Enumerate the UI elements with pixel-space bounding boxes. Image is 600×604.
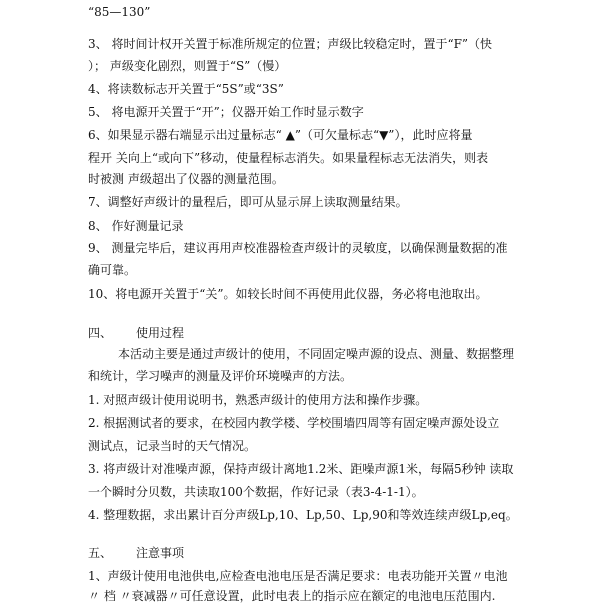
section-number: 四、 [88, 326, 113, 340]
text-line: 程开 关向上“或向下”移动，使量程标志消失。如果量程标志无法消失，则表 [88, 151, 489, 165]
list-item: 2. 根据测试者的要求，在校园内教学楼、学校围墙四周等有固定噪声源处设立 [88, 416, 500, 430]
text-line: 时被测 声级超出了仪器的测量范围。 [88, 172, 284, 186]
section-heading-5 [88, 545, 548, 561]
text-line: 6、如果显示器右端显示出过量标志“ ▲”（可欠量标志“▼”），此时应将量 [88, 128, 473, 142]
list-item: 4. 整理数据，求出累计百分声级Lp,10、Lp,50、Lp,90和等效连续声级Lp,eq。 [88, 508, 518, 522]
text-line: 4、将读数标志开关置于“5S”或“3S” [88, 82, 284, 96]
section-number: 五、 [88, 546, 113, 560]
text-line: 10、将电源开关置于“关”。如较长时间不再使用此仪器，务必将电池取出。 [88, 287, 488, 301]
text-line: 8、 作好测量记录 [88, 219, 184, 233]
section-title: 注意事项 [136, 546, 185, 560]
text-line: 确可靠。 [88, 263, 137, 277]
text-line: 3、 将时间计权开关置于标准所规定的位置；声级比较稳定时，置于“F”（快 [88, 37, 493, 51]
text-line: ）； 声级变化剧烈，则置于“S”（慢） [88, 59, 287, 73]
text-line: 7、调整好声级计的量程后，即可从显示屏上读取测量结果。 [88, 195, 408, 209]
list-item: 1、声级计使用电池供电,应检查电池电压是否满足要求：电表功能开关置〃电池 [88, 569, 508, 583]
section-heading-4 [88, 325, 548, 341]
list-item: 3. 将声级计对准噪声源，保持声级计离地1.2米、距噪声源1米，每隔5秒钟 读取 [88, 462, 514, 476]
list-item-continuation: 测试点，记录当时的天气情况。 [88, 439, 257, 453]
section-title: 使用过程 [136, 326, 185, 340]
paragraph-line: 本活动主要是通过声级计的使用，不同固定噪声源的设点、测量、数据整理 [118, 347, 515, 361]
text-line: “85—130” [88, 5, 151, 19]
paragraph-line: 和统计，学习噪声的测量及评价环境噪声的方法。 [88, 369, 353, 383]
list-item-continuation: 〃 档 〃衰减器〃可任意设置，此时电表上的指示应在额定的电池电压范围内. [88, 589, 496, 603]
text-line: 5、 将电源开关置于“开”；仪器开始工作时显示数字 [88, 105, 364, 119]
list-item-continuation: 一个瞬时分贝数，共读取100个数据，作好记录（表3-4-1-1）。 [88, 485, 424, 499]
list-item: 1. 对照声级计使用说明书，熟悉声级计的使用方法和操作步骤。 [88, 393, 428, 407]
text-line: 9、 测量完毕后，建议再用声校准器检查声级计的灵敏度，以确保测量数据的准 [88, 241, 508, 255]
